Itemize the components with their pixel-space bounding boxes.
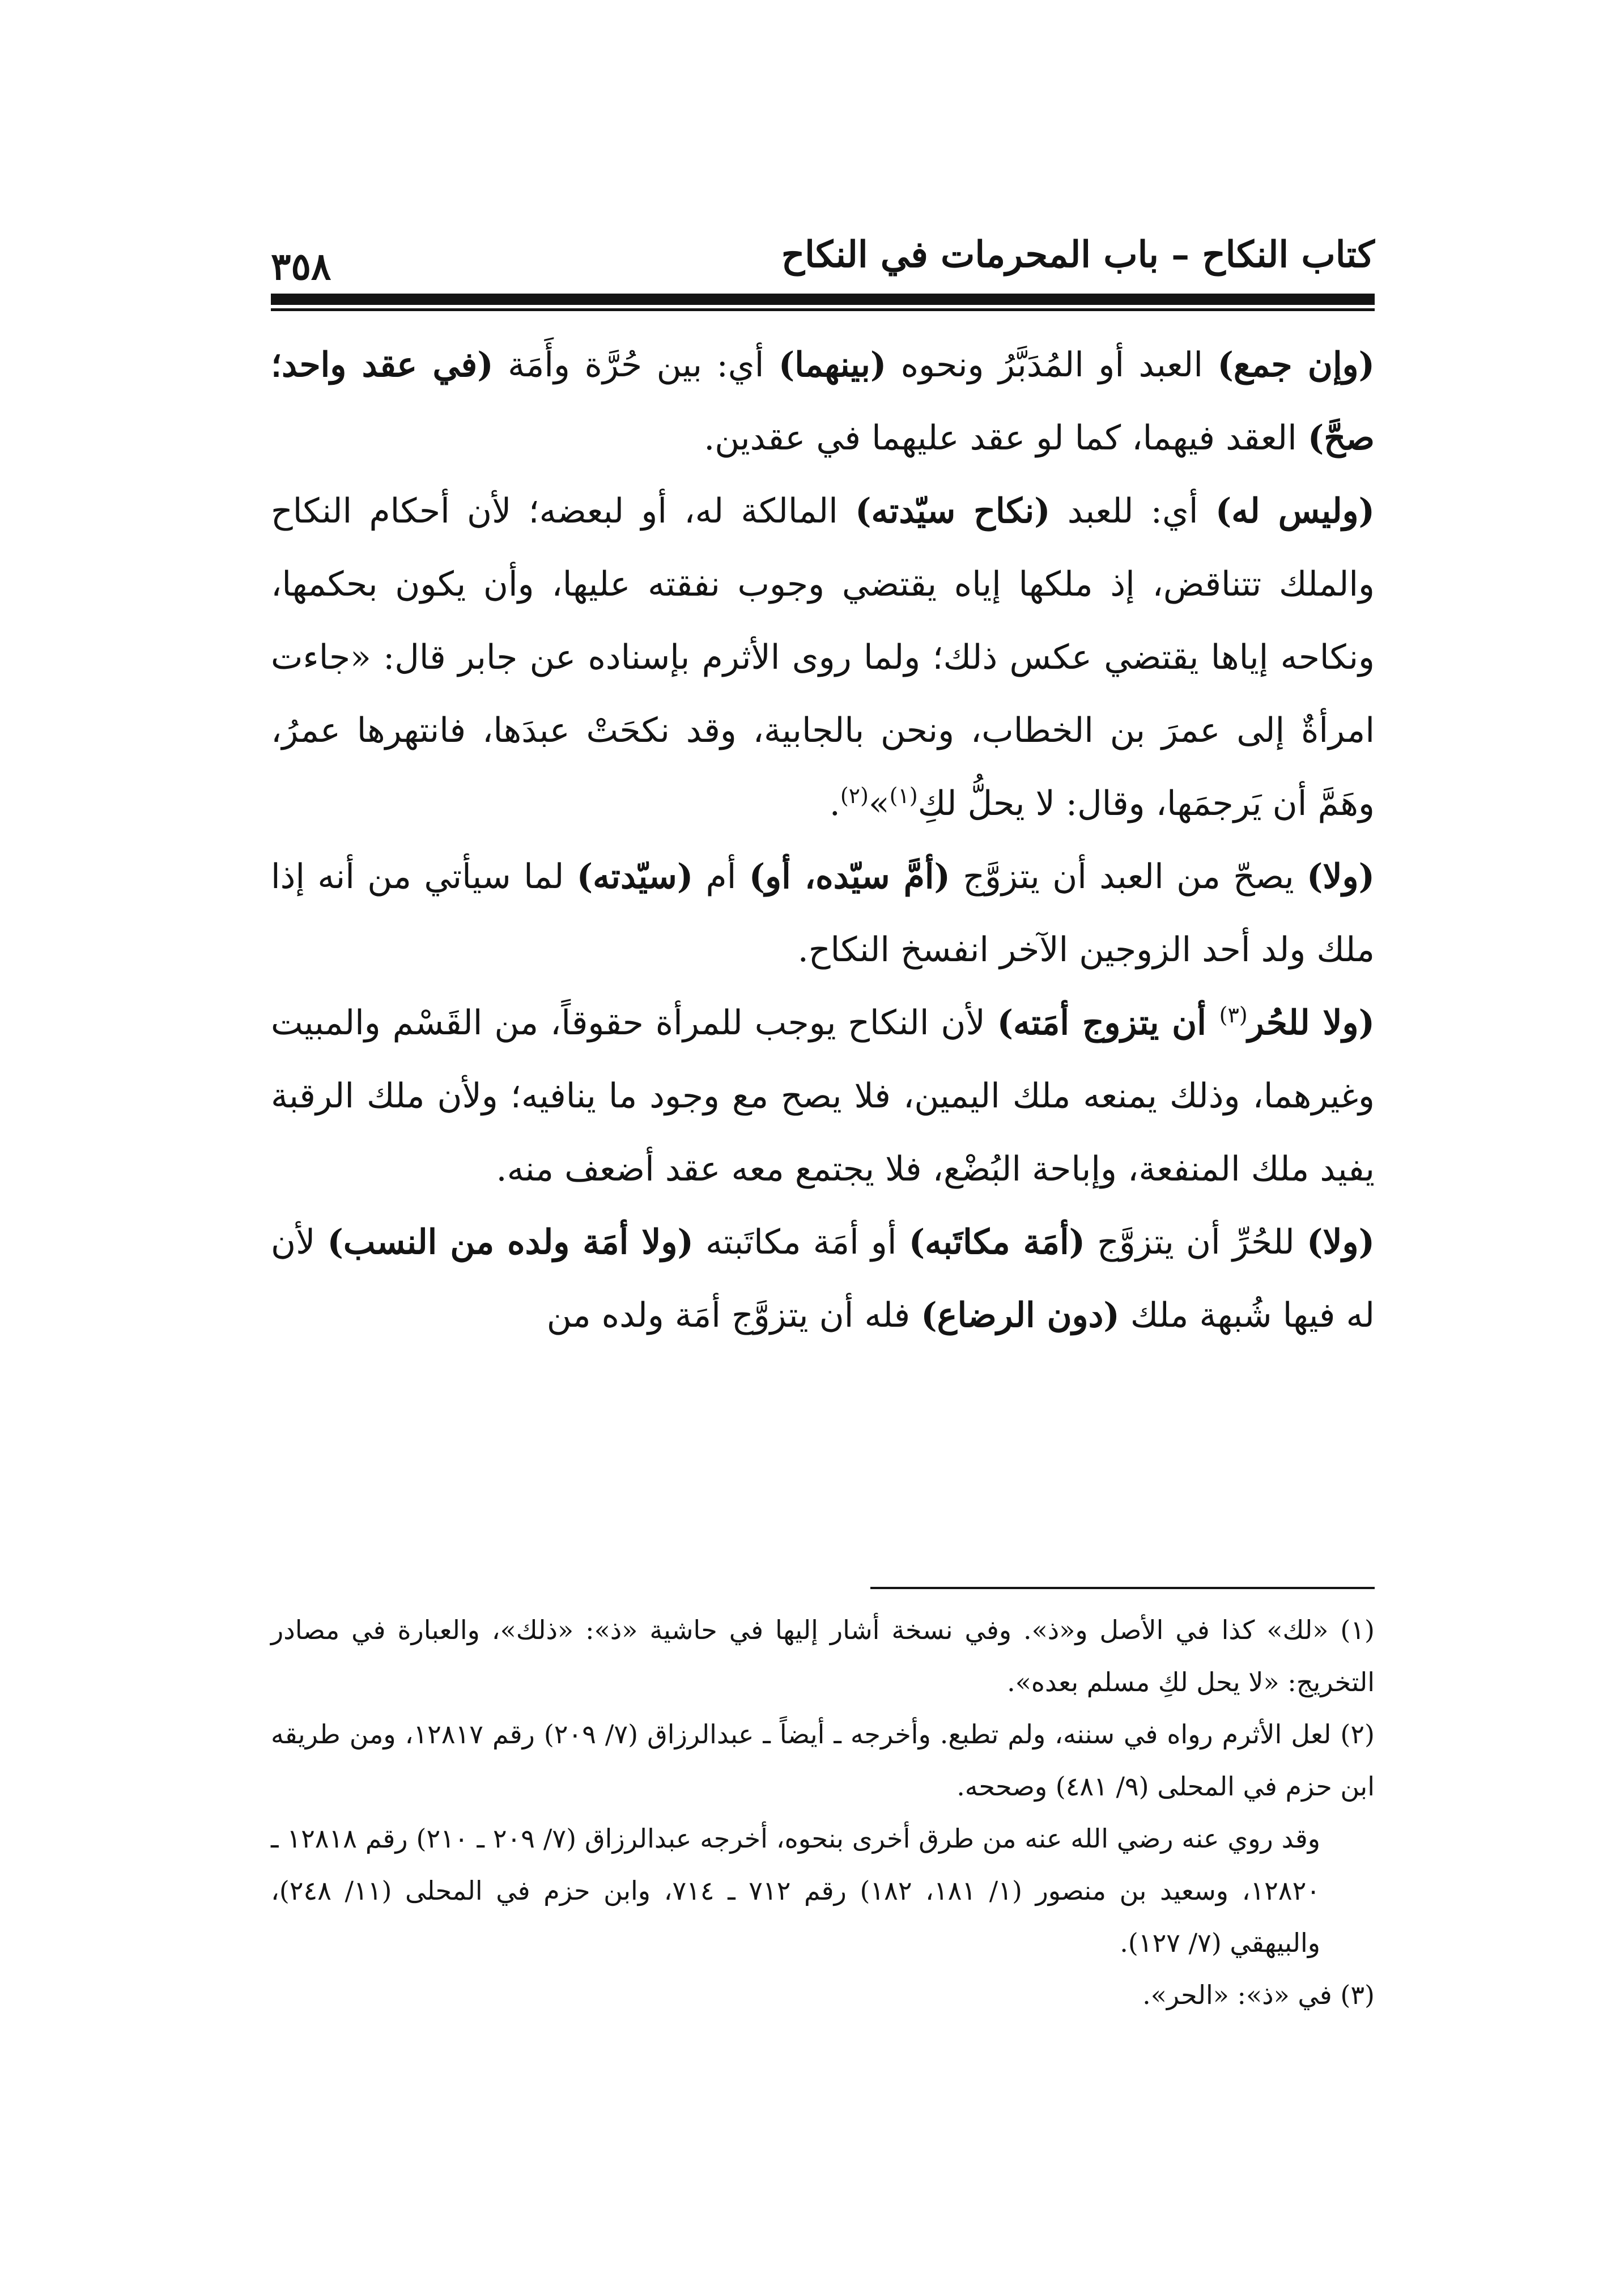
page-number: ٣٥٨ bbox=[271, 244, 331, 288]
paragraph bbox=[271, 987, 1375, 1206]
footnote: (١) «لك» كذا في الأصل و«ذ». وفي نسخة أشار إليها في حاشية «ذ»: «ذلك»، والعبارة في مصادر التخريج: «لا يحل لكِ مسلم بعده». bbox=[271, 1615, 1375, 1697]
matn-text: (وإن جمع) bbox=[1217, 345, 1375, 385]
matn-text: (أمَة مكاتَبه) bbox=[908, 1222, 1086, 1262]
footnote-separator bbox=[870, 1587, 1375, 1589]
matn-text: أن يتزوج أمَته) bbox=[997, 1003, 1219, 1043]
matn-text: (وليس له) bbox=[1215, 491, 1375, 531]
header-rule-thin bbox=[271, 308, 1375, 311]
header-rule-thick bbox=[271, 294, 1375, 305]
sharh-text: أي: بين حُرَّة وأَمَة bbox=[493, 345, 779, 385]
sharh-text: يصحّ من العبد أن يتزوَّج bbox=[950, 857, 1307, 897]
sharh-text: . bbox=[829, 784, 840, 823]
paragraph bbox=[271, 475, 1375, 840]
footnote-marker: (١) bbox=[889, 783, 918, 808]
matn-text: (دون الرضاع) bbox=[921, 1296, 1120, 1335]
sharh-text: العبد أو المُدَبَّرُ ونحوه bbox=[886, 345, 1218, 385]
matn-text: (ولا أمَة ولده من النسب) bbox=[327, 1222, 694, 1262]
sharh-text: أو أمَة مكاتَبته bbox=[693, 1222, 909, 1262]
matn-text: (أمَّ سيّده، أو) bbox=[749, 857, 950, 897]
sharh-text: فله أن يتزوَّج أمَة ولده من bbox=[546, 1296, 921, 1335]
sharh-text: لما سيأتي من أنه إذا ملك ولد أحد الزوجين الآخر انفسخ النكاح. bbox=[271, 857, 1375, 970]
footnote-continuation: وقد روي عنه رضي الله عنه من طرق أخرى بنحوه، أخرجه عبدالرزاق (٧/ ٢٠٩ ـ ٢١٠) رقم ١٢٨١٨ ـ ١٢٨٢٠، وسعيد بن منصور (١/ ١٨١، ١٨٢) رقم ٧١٢ ـ ٧١٤، وابن حزم في المحلى (١١/ ٢٤٨)، والبيهقي (٧/ ١٢٧). bbox=[271, 1823, 1320, 1958]
footnote: (٢) لعل الأثرم رواه في سننه، ولم تطبع. وأخرجه ـ أيضاً ـ عبدالرزاق (٧/ ٢٠٩) رقم ١٢٨١٧، ومن طريقه ابن حزم في المحلى (٩/ ٤٨١) وصححه. bbox=[271, 1719, 1375, 1802]
running-title: كتاب النكاح – باب المحرمات في النكاح bbox=[781, 233, 1375, 276]
sharh-text: أي: للعبد bbox=[1050, 491, 1215, 531]
paragraph bbox=[271, 1206, 1375, 1352]
matn-text: (نكاح سيّدته) bbox=[855, 491, 1051, 531]
sharh-text: » bbox=[868, 784, 890, 823]
sharh-text: للحُرِّ أن يتزوَّج bbox=[1085, 1222, 1307, 1262]
sharh-text: المالكة له، أو لبعضه؛ لأن أحكام النكاح والملك تتناقض، إذ ملكها إياه يقتضي وجوب نفقته عليها، وأن يكون بحكمها، ونكاحه إياها يقتضي عكس ذلك؛ ولما روى الأثرم بإسناده عن جابر قال: «جاءت امرأةٌ إلى عمرَ بن الخطاب، ونحن بالجابية، وقد نكحَتْ عبدَها، فانتهرها عمرُ، وهَمَّ أن يَرجمَها، وقال: لا يحلُّ لكِ bbox=[271, 491, 1375, 823]
footnote-marker: (٣) bbox=[1219, 1003, 1248, 1027]
matn-text: (ولا) bbox=[1307, 857, 1375, 897]
footnote: (٣) في «ذ»: «الحر». bbox=[1142, 1980, 1375, 2010]
sharh-text: العقد فيهما، كما لو عقد عليهما في عقدين. bbox=[704, 418, 1308, 458]
sharh-text: لأن النكاح يوجب للمرأة حقوقاً، من القَسْم والمبيت وغيرهما، وذلك يمنعه ملك اليمين، فلا يصح مع وجود ما ينافيه؛ ولأن ملك الرقبة يفيد ملك المنفعة، وإباحة البُضْع، فلا يجتمع معه عقد أضعف منه. bbox=[271, 1003, 1375, 1189]
page-header bbox=[271, 227, 1375, 290]
matn-text: (بينهما) bbox=[778, 345, 887, 385]
sharh-text: أم bbox=[693, 857, 749, 897]
body-text bbox=[271, 329, 1375, 1352]
sharh-text: لأن له فيها شُبهة ملك bbox=[271, 1222, 1375, 1335]
paragraph bbox=[271, 329, 1375, 475]
footnotes bbox=[271, 1604, 1375, 2021]
footnote-marker: (٢) bbox=[840, 783, 869, 808]
matn-text: (في عقد واحد؛ صحَّ) bbox=[271, 345, 1375, 458]
matn-text: (ولا) bbox=[1307, 1222, 1375, 1262]
paragraph bbox=[271, 840, 1375, 987]
matn-text: (ولا للحُر bbox=[1247, 1003, 1375, 1043]
matn-text: (سيّدته) bbox=[576, 857, 694, 897]
